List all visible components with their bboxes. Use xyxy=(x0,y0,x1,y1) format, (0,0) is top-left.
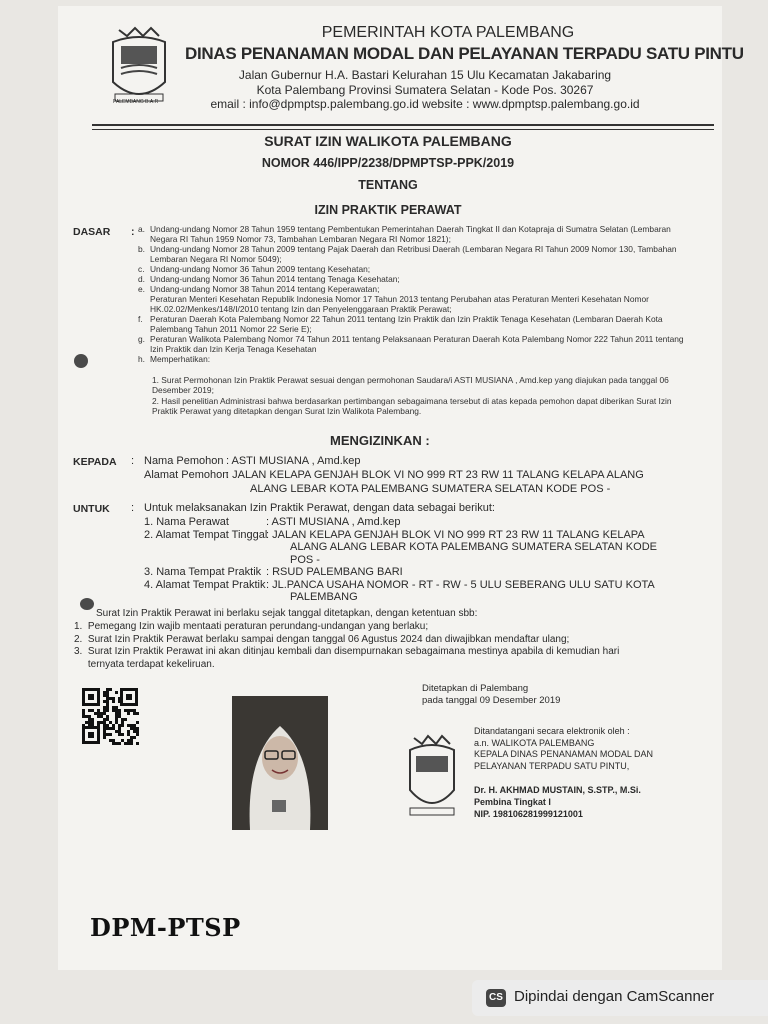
dasar-item-text: Undang-undang Nomor 36 Tahun 2014 tentang Tenaga Kesehatan; xyxy=(150,274,400,284)
untuk-row-value: : JALAN KELAPA GENJAH BLOK VI NO 999 RT 23 RW 11 TALANG KELAPA xyxy=(266,528,645,541)
signatory-nip: NIP. 198106281999121001 xyxy=(474,809,583,819)
camscanner-text: Dipindai dengan CamScanner xyxy=(514,988,715,1005)
punch-hole xyxy=(74,354,88,368)
address-line-1: Jalan Gubernur H.A. Bastari Kelurahan 15 Ulu Kecamatan Jakabaring xyxy=(238,68,612,82)
signatory-identity xyxy=(474,784,641,820)
dasar-colon: : xyxy=(131,226,135,238)
dasar-item-text: Memperhatikan: xyxy=(150,354,211,364)
header-agency: DINAS PENANAMAN MODAL DAN PELAYANAN TERPADU SATU PINTU xyxy=(185,44,744,63)
untuk-row-value: : ASTI MUSIANA , Amd.kep xyxy=(266,516,401,528)
alamat-pemohon-label: Alamat Pemohon xyxy=(144,469,229,481)
dasar-item-text: Undang-undang Nomor 28 Tahun 2009 tentang Pajak Daerah dan Retribusi Daerah (Lembaran Negara RI Tahun 2009 Nomor 130, Tambahan Lembaran Negara RI Nomor 5049); xyxy=(150,244,677,264)
camscanner-icon: CS xyxy=(486,989,506,1007)
dasar-item-marker: h. xyxy=(138,354,145,364)
on-behalf-of: a.n. WALIKOTA PALEMBANG xyxy=(474,737,595,748)
untuk-colon: : xyxy=(131,502,135,514)
untuk-row-value: : JL.PANCA USAHA NOMOR - RT - RW - 5 ULU SEBERANG ULU SATU KOTA xyxy=(266,578,655,591)
dasar-item-text: Peraturan Menteri Kesehatan Republik Indonesia Nomor 17 Tahun 2013 tentang Perubahan atas Peraturan Menteri Kesehatan Nomor HK.02.02/Menkes/148/I/2010 tentang Izin dan Penyelenggaraan Praktik Perawat; xyxy=(150,294,649,314)
untuk-row-label: 3. Nama Tempat Praktik xyxy=(144,566,262,578)
dasar-item-marker: a. xyxy=(138,224,145,234)
ketentuan-item: 2. Surat Izin Praktik Perawat berlaku sampai dengan tanggal 06 Agustus 2024 dan diwajibkan mendaftar ulang; xyxy=(74,633,570,645)
header-rule-thin xyxy=(92,129,714,130)
logo-caption: PALEMBANG B.A.R xyxy=(113,99,159,105)
alamat-pemohon-value-1: : JALAN KELAPA GENJAH BLOK VI NO 999 RT 23 RW 11 TALANG KELAPA ALANG xyxy=(226,469,644,481)
dasar-item xyxy=(138,244,698,264)
dasar-item-marker: g. xyxy=(138,334,145,344)
untuk-row-value: POS - xyxy=(290,553,320,566)
dasar-item-marker: e. xyxy=(138,284,145,294)
contact-line: email : info@dpmptsp.palembang.go.id website : www.dpmptsp.palembang.go.id xyxy=(210,97,640,111)
untuk-row-label: 2. Alamat Tempat Tinggal xyxy=(144,528,268,541)
signatory-position-2: PELAYANAN TERPADU SATU PINTU, xyxy=(474,760,630,771)
e-signed-by: Ditandatangani secara elektronik oleh : xyxy=(474,726,630,736)
untuk-intro: Untuk melaksanakan Izin Praktik Perawat, dengan data sebagai berikut: xyxy=(144,502,495,514)
nama-pemohon-value: : ASTI MUSIANA , Amd.kep xyxy=(226,455,361,467)
untuk-row-value: : RSUD PALEMBANG BARI xyxy=(266,566,403,578)
dasar-item xyxy=(138,294,698,314)
dasar-item xyxy=(138,284,698,294)
city-emblem-icon xyxy=(105,22,173,106)
dasar-list xyxy=(138,224,698,364)
dasar-item-text: Peraturan Walikota Palembang Nomor 74 Tahun 2011 tentang Pelaksanaan Peraturan Daerah Kota Palembang Nomor 222 Tahun 2011 tentang Izin Praktik dan Izin Kerja Tenaga Kesehatan xyxy=(150,334,684,354)
kepada-label: KEPADA xyxy=(73,456,117,468)
qr-code-icon xyxy=(80,686,140,772)
document-subject: IZIN PRAKTIK PERAWAT xyxy=(314,203,462,217)
dasar-item xyxy=(138,224,698,244)
dasar-item-marker: c. xyxy=(138,264,145,274)
camscanner-watermark xyxy=(472,980,768,1016)
untuk-row-value: ALANG ALANG LEBAR KOTA PALEMBANG SUMATERA SELATAN KODE xyxy=(290,541,657,553)
dasar-item-marker: b. xyxy=(138,244,145,254)
dasar-item xyxy=(138,354,698,364)
ketentuan-item: 1. Pemegang Izin wajib mentaati peraturan perundang-undangan yang berlaku; xyxy=(74,621,429,632)
dasar-item-marker: f. xyxy=(138,314,143,324)
nama-pemohon-label: Nama Pemohon xyxy=(144,455,224,467)
signatory-position-1: KEPALA DINAS PENANAMAN MODAL DAN xyxy=(474,749,654,759)
ketentuan-item: ternyata terdapat kekeliruan. xyxy=(74,658,215,670)
applicant-photo xyxy=(232,696,328,830)
dasar-sub-2: 2. Hasil penelitian Administrasi bahwa berdasarkan pertimbangan sebagaimana tersebut di atas kepada pemohon dapat diberikan Surat Izin Praktik Perawat yang ditetapkan dengan Surat Izin Walikota Palembang. xyxy=(152,396,672,416)
signatory-block xyxy=(474,726,653,772)
document-about: TENTANG xyxy=(358,178,418,192)
kepada-colon: : xyxy=(131,455,135,467)
header-government: PEMERINTAH KOTA PALEMBANG xyxy=(321,24,575,41)
untuk-row-value: PALEMBANG xyxy=(290,591,358,603)
dasar-item xyxy=(138,314,698,334)
untuk-row-label: 4. Alamat Tempat Praktik xyxy=(144,578,266,591)
header-rule-thick xyxy=(92,124,714,126)
ditetapkan-date: pada tanggal 09 Desember 2019 xyxy=(422,695,561,706)
document-number: NOMOR 446/IPP/2238/DPMPTSP-PPK/2019 xyxy=(261,156,515,170)
dpm-ptsp-stamp: DPM-PTSP xyxy=(90,913,241,942)
dasar-item-text: Undang-undang Nomor 36 Tahun 2009 tentang Kesehatan; xyxy=(150,264,371,274)
dasar-item-text: Undang-undang Nomor 38 Tahun 2014 tentang Keperawatan; xyxy=(150,284,380,294)
ditetapkan-place: Ditetapkan di Palembang xyxy=(422,683,529,694)
dasar-item xyxy=(138,264,698,274)
dasar-item-text: Undang-undang Nomor 28 Tahun 1959 tentang Pembentukan Pemerintahan Daerah Tingkat II dan Kotapraja di Sumatra Selatan (Lembaran Negara RI Tahun 1959 Nomor 73, Tambahan Lembaran Negara RI Nomor 1821); xyxy=(150,224,671,244)
dasar-item xyxy=(138,334,698,354)
header-address xyxy=(205,68,645,112)
dasar-label: DASAR xyxy=(73,226,111,238)
mengizinkan-heading: MENGIZINKAN : xyxy=(330,433,430,448)
dasar-item xyxy=(138,274,698,284)
signatory-rank: Pembina Tingkat I xyxy=(474,797,551,807)
document-title: SURAT IZIN WALIKOTA PALEMBANG xyxy=(264,133,512,149)
dasar-item-marker: d. xyxy=(138,274,145,284)
untuk-label: UNTUK xyxy=(73,503,110,515)
ketentuan-item: 3. Surat Izin Praktik Perawat ini akan ditinjau kembali dan disempurnakan sebagaimana mestinya apabila di kemudian hari xyxy=(74,646,620,657)
alamat-pemohon-value-2: ALANG LEBAR KOTA PALEMBANG SUMATERA SELATAN KODE POS - xyxy=(250,483,611,495)
signatory-name: Dr. H. AKHMAD MUSTAIN, S.STP., M.Si. xyxy=(474,785,641,795)
signature-seal-icon xyxy=(402,728,462,820)
dasar-sub-1: 1. Surat Permohonan Izin Praktik Perawat sesuai dengan permohonan Saudara/i ASTI MUSIANA , Amd.kep yang diajukan pada tanggal 06 Desember 2019; xyxy=(152,375,669,395)
dasar-item-text: Peraturan Daerah Kota Palembang Nomor 22 Tahun 2011 tentang Izin Praktik dan Izin Praktik Tenaga Kesehatan (Lembaran Daerah Kota Palembang Tahun 2011 Nomor 22 Serie E); xyxy=(150,314,663,334)
address-line-2: Kota Palembang Provinsi Sumatera Selatan - Kode Pos. 30267 xyxy=(256,82,594,97)
ketentuan-intro: Surat Izin Praktik Perawat ini berlaku sejak tanggal ditetapkan, dengan ketentuan sbb: xyxy=(96,608,478,619)
untuk-row-label: 1. Nama Perawat xyxy=(144,516,229,528)
punch-hole xyxy=(80,598,94,610)
